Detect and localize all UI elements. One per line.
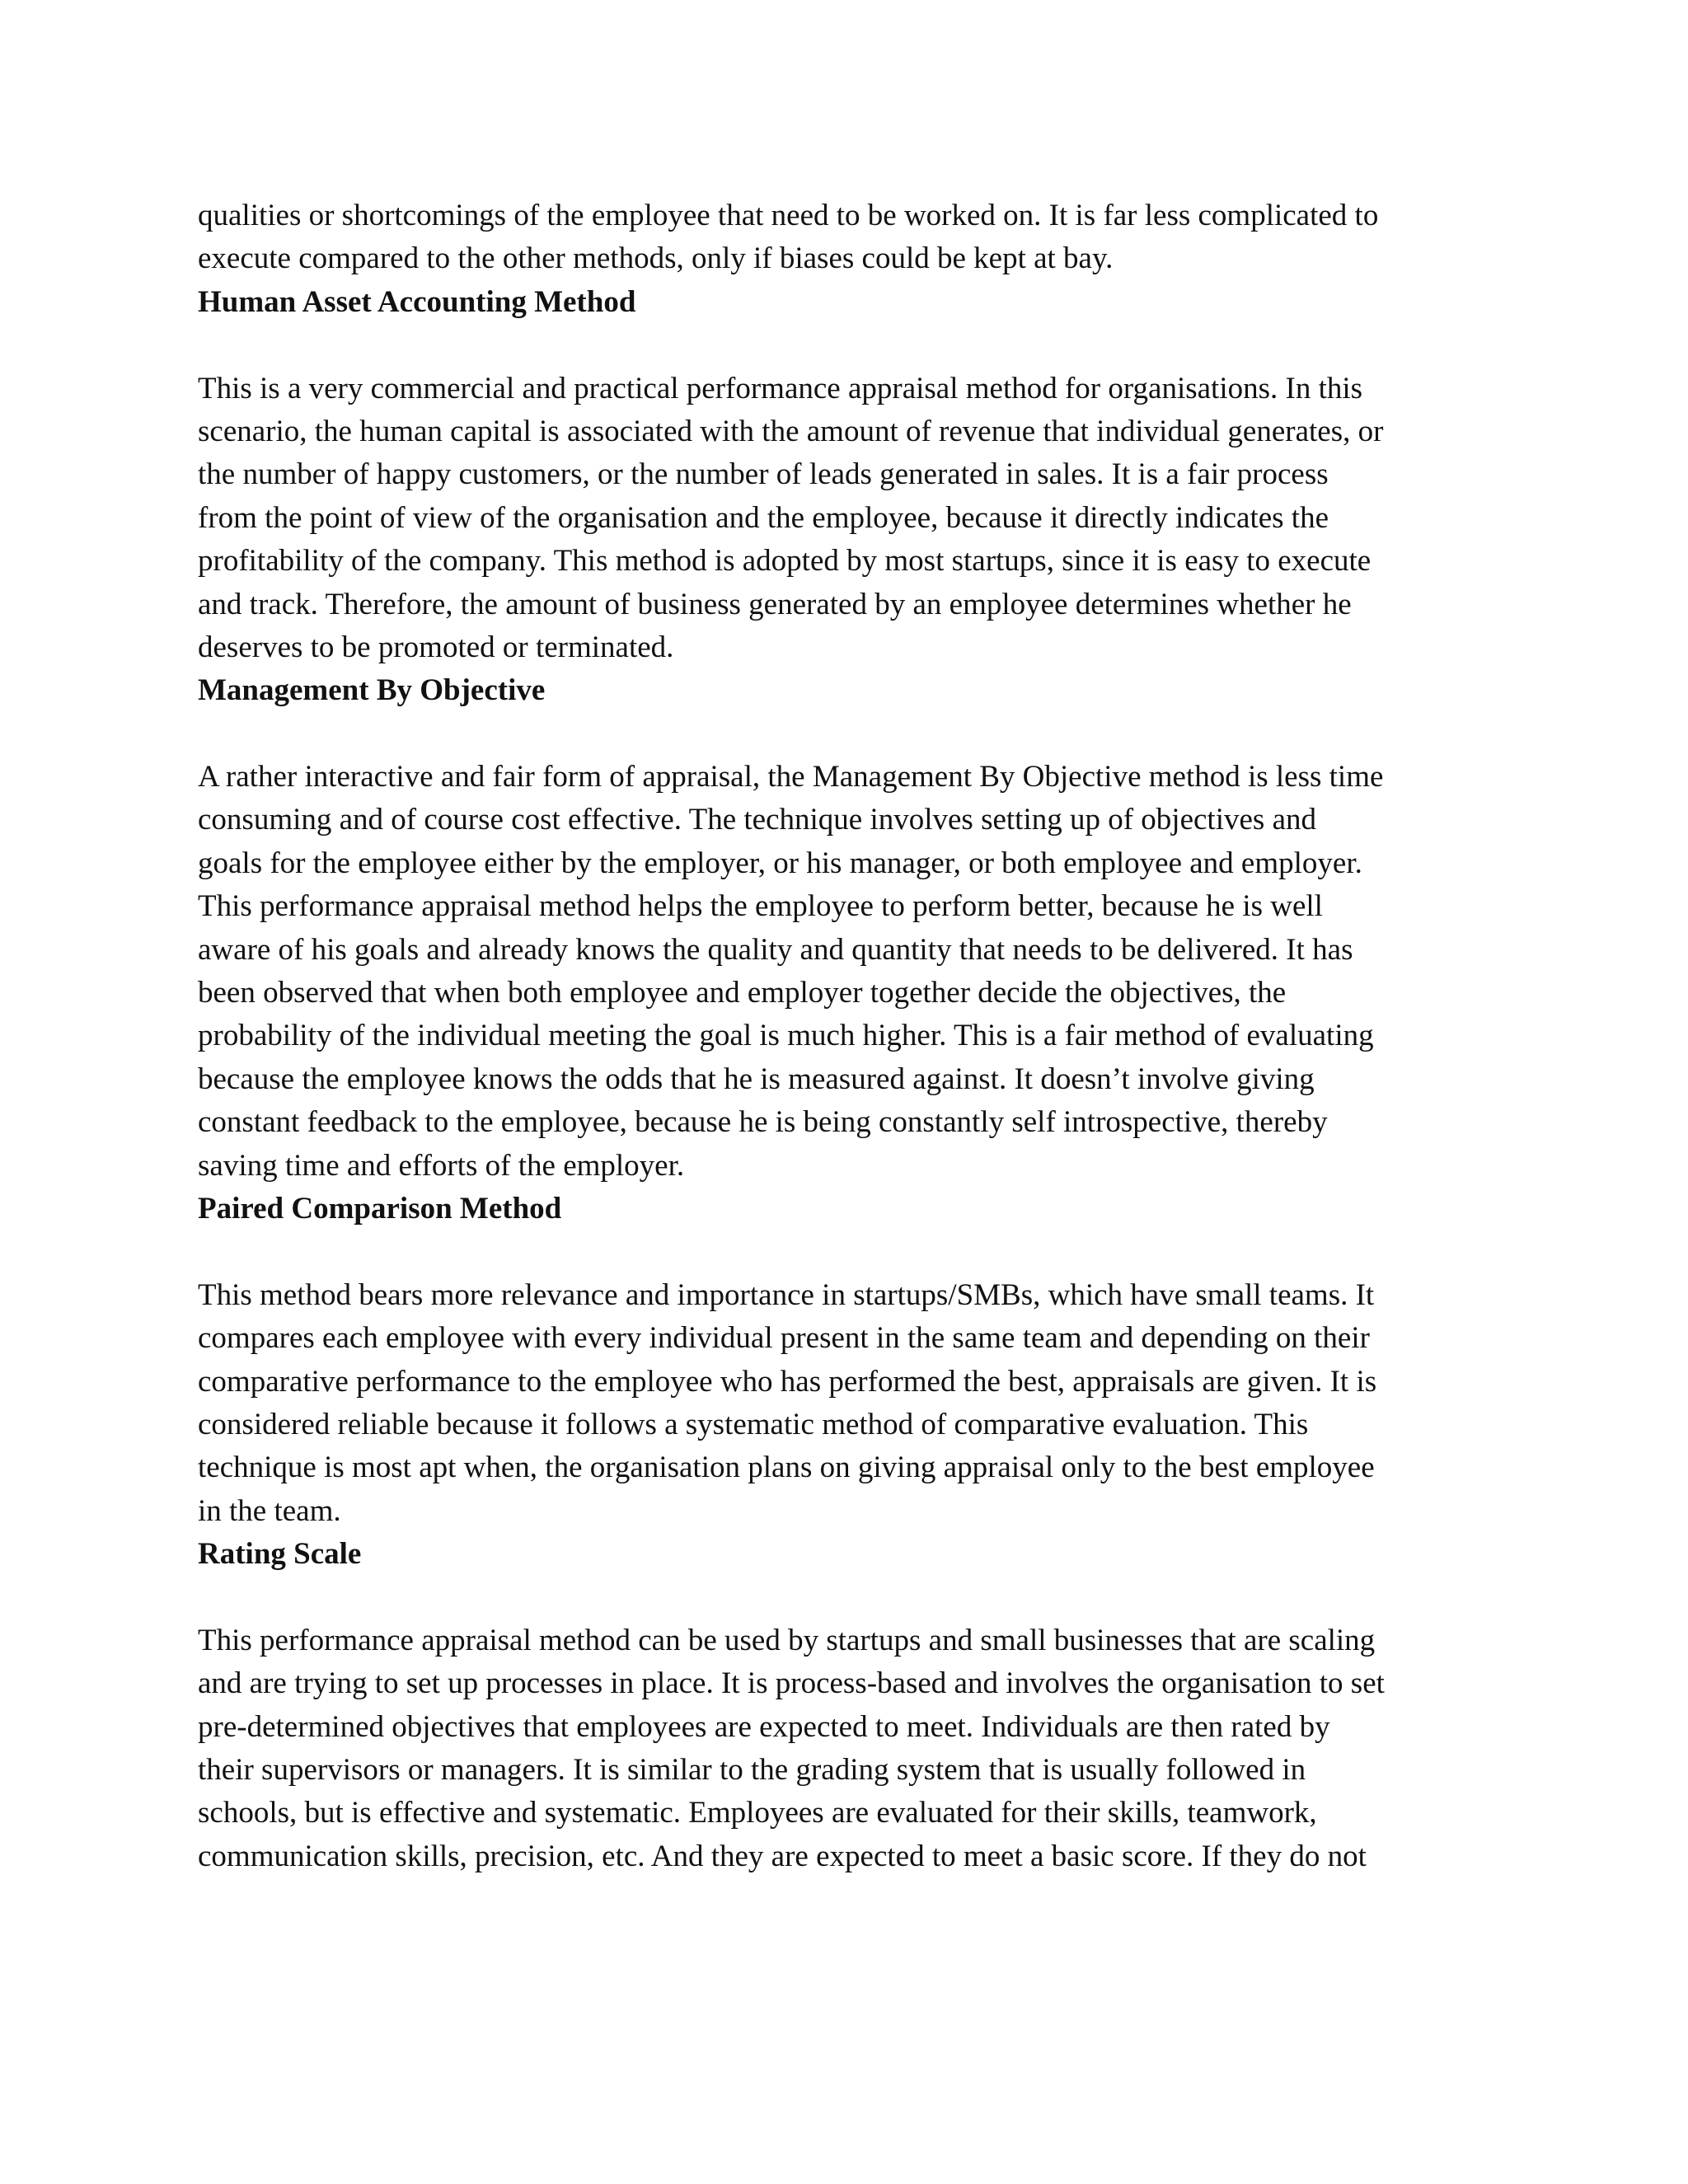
section-rating-scale xyxy=(198,1533,1484,1878)
text-line: compares each employee with every individual present in the same team and depending on their xyxy=(198,1321,1370,1356)
text-line: This method bears more relevance and importance in startups/SMBs, which have small teams. It xyxy=(198,1277,1375,1312)
text-line: A rather interactive and fair form of appraisal, the Management By Objective method is less time xyxy=(198,760,1384,794)
blank-line xyxy=(198,1230,1484,1273)
document-page xyxy=(198,194,1484,1878)
text-line: consuming and of course cost effective. The technique involves setting up of objectives and xyxy=(198,803,1316,837)
text-line: their supervisors or managers. It is similar to the grading system that is usually followed in xyxy=(198,1753,1306,1788)
section-heading: Paired Comparison Method xyxy=(198,1191,562,1226)
section-human-asset-accounting xyxy=(198,281,1484,670)
text-line: and track. Therefore, the amount of business generated by an employee determines whether he xyxy=(198,587,1352,621)
text-line: This performance appraisal method helps the employee to perform better, because he is well xyxy=(198,889,1323,924)
section-paired-comparison xyxy=(198,1188,1484,1533)
text-line: probability of the individual meeting the goal is much higher. This is a fair method of evaluating xyxy=(198,1019,1374,1053)
section-heading: Rating Scale xyxy=(198,1537,362,1572)
text-line: execute compared to the other methods, only if biases could be kept at bay. xyxy=(198,241,1114,276)
text-line: scenario, the human capital is associated with the amount of revenue that individual generates, or xyxy=(198,414,1384,448)
text-line: technique is most apt when, the organisation plans on giving appraisal only to the best employee xyxy=(198,1451,1375,1485)
text-line: in the team. xyxy=(198,1493,341,1528)
blank-line xyxy=(198,1577,1484,1619)
section-heading: Human Asset Accounting Method xyxy=(198,284,636,319)
text-line: comparative performance to the employee who has performed the best, appraisals are given. It is xyxy=(198,1364,1377,1399)
text-line: been observed that when both employee and employer together decide the objectives, the xyxy=(198,976,1287,1010)
text-line: constant feedback to the employee, because he is being constantly self introspective, thereby xyxy=(198,1105,1328,1140)
text-line: because the employee knows the odds that he is measured against. It doesn’t involve giving xyxy=(198,1062,1315,1096)
section-management-by-objective xyxy=(198,669,1484,1188)
text-line: from the point of view of the organisation and the employee, because it directly indicates the xyxy=(198,500,1329,535)
text-line: saving time and efforts of the employer. xyxy=(198,1148,685,1183)
text-line: schools, but is effective and systematic. Employees are evaluated for their skills, teamwork, xyxy=(198,1796,1317,1830)
text-line: This is a very commercial and practical performance appraisal method for organisations. In this xyxy=(198,371,1363,405)
text-line: considered reliable because it follows a systematic method of comparative evaluation. This xyxy=(198,1407,1309,1441)
text-line: profitability of the company. This method is adopted by most startups, since it is easy to execute xyxy=(198,544,1372,579)
blank-line xyxy=(198,324,1484,367)
text-line: pre-determined objectives that employees are expected to meet. Individuals are then rated by xyxy=(198,1709,1330,1744)
blank-line xyxy=(198,713,1484,756)
text-line: qualities or shortcomings of the employee that need to be worked on. It is far less complicated to xyxy=(198,199,1379,232)
text-line: deserves to be promoted or terminated. xyxy=(198,630,674,664)
text-line: This performance appraisal method can be used by startups and small businesses that are scaling xyxy=(198,1623,1376,1657)
text-line: communication skills, precision, etc. And they are expected to meet a basic score. If they do not xyxy=(198,1839,1367,1873)
text-line: aware of his goals and already knows the quality and quantity that needs to be delivered. It has xyxy=(198,932,1353,967)
section-heading: Management By Objective xyxy=(198,673,546,708)
text-line: goals for the employee either by the employer, or his manager, or both employee and employer. xyxy=(198,846,1362,880)
text-line: the number of happy customers, or the number of leads generated in sales. It is a fair process xyxy=(198,457,1329,492)
intro-paragraph xyxy=(198,194,1484,281)
text-line: and are trying to set up processes in place. It is process-based and involves the organisation to set xyxy=(198,1666,1385,1701)
